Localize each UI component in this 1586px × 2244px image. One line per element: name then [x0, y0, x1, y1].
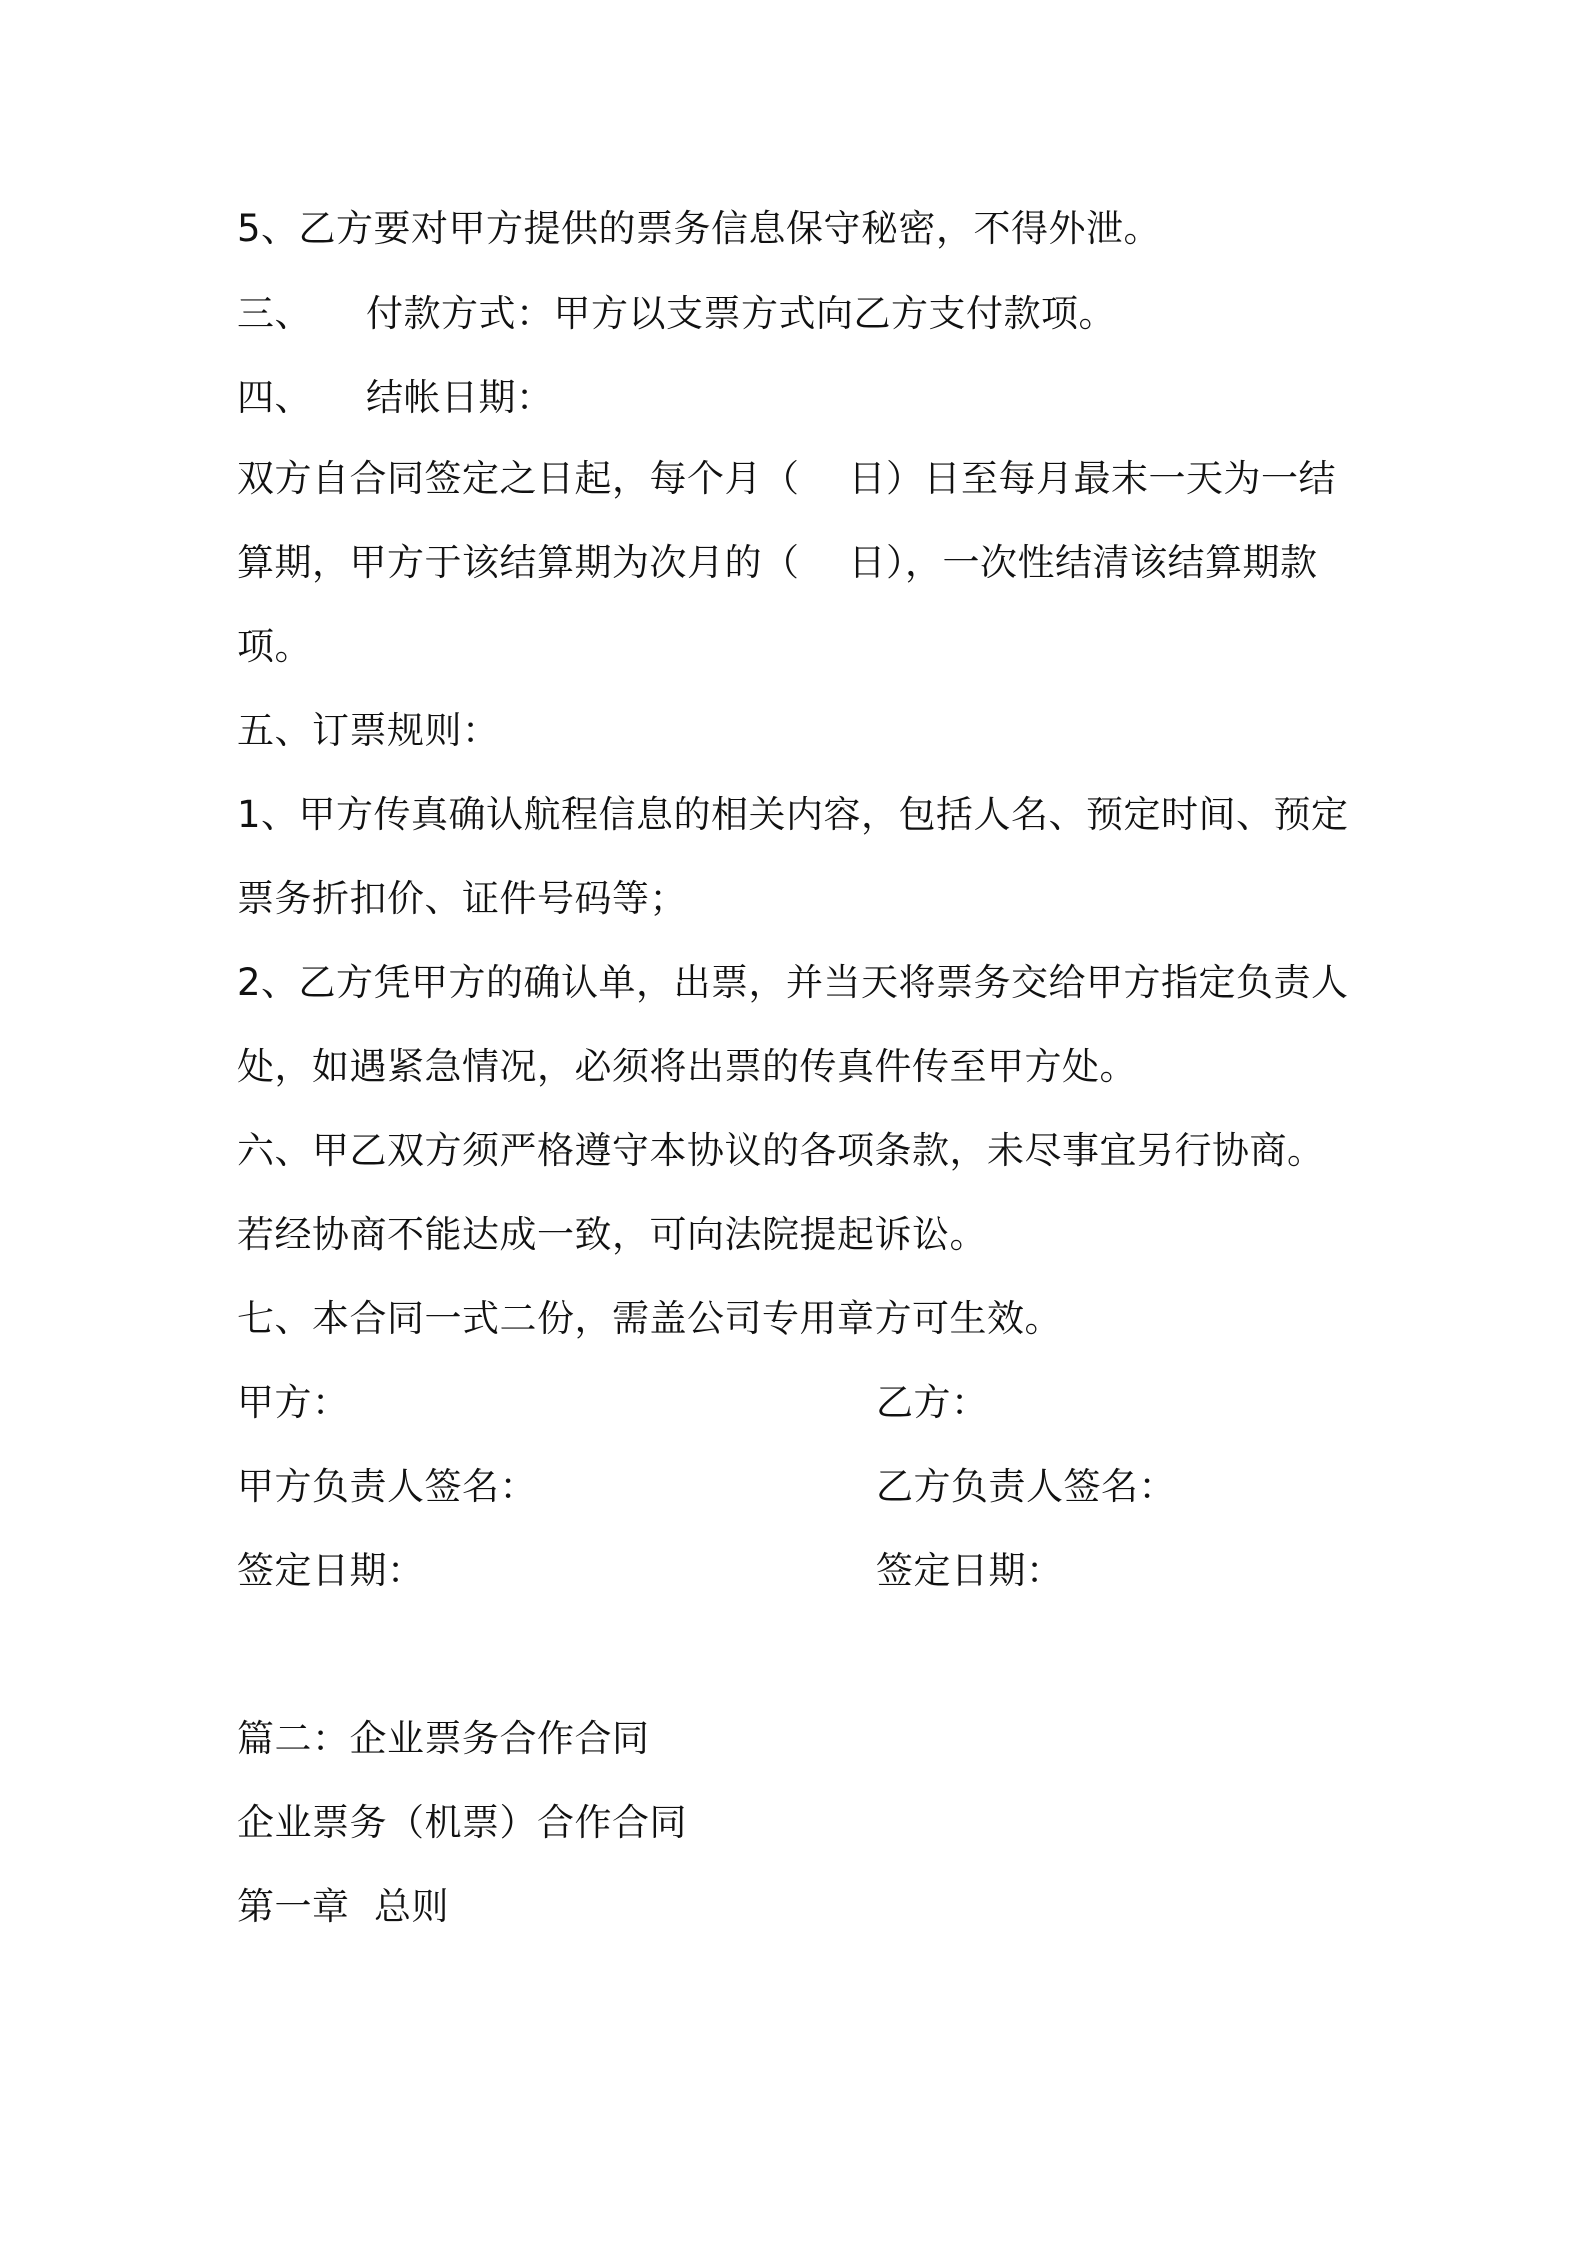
section-4-settlement	[237, 374, 554, 422]
rule-1-line-1: 1、甲方传真确认航程信息的相关内容，包括人名、预定时间、预定	[237, 793, 1349, 836]
party-a-label: 甲方：	[237, 1381, 350, 1424]
party-a-signature-label: 甲方负责人签名：	[237, 1465, 537, 1508]
section-3-text: 付款方式：甲方以支票方式向乙方支付款项。	[366, 292, 1116, 335]
party-a-date-label: 签定日期：	[237, 1549, 425, 1592]
part-2-heading: 篇二：企业票务合作合同	[237, 1717, 650, 1760]
party-b-label: 乙方：	[876, 1381, 989, 1424]
rule-2-line-1: 2、乙方凭甲方的确认单，出票，并当天将票务交给甲方指定负责人	[237, 961, 1349, 1004]
part-2-subtitle: 企业票务（机票）合作合同	[237, 1801, 687, 1844]
settlement-paragraph-line-3: 项。	[237, 625, 312, 668]
rule-1-line-2: 票务折扣价、证件号码等；	[237, 877, 687, 920]
section-4-number: 四、	[237, 376, 312, 419]
party-b-signature-label: 乙方负责人签名：	[876, 1465, 1176, 1508]
party-b-date-label: 签定日期：	[876, 1549, 1064, 1592]
section-6-line-2: 若经协商不能达成一致，可向法院提起诉讼。	[237, 1213, 987, 1256]
section-6-line-1: 六、甲乙双方须严格遵守本协议的各项条款，未尽事宜另行协商。	[237, 1129, 1325, 1172]
chapter-1-heading: 第一章 总则	[237, 1885, 450, 1928]
section-5-heading: 五、订票规则：	[237, 709, 500, 752]
section-3-number: 三、	[237, 292, 312, 335]
settlement-paragraph-line-1: 双方自合同签定之日起，每个月（ 日）日至每月最末一天为一结	[237, 457, 1337, 500]
section-4-text: 结帐日期：	[366, 376, 554, 419]
section-7: 七、本合同一式二份，需盖公司专用章方可生效。	[237, 1297, 1062, 1340]
rule-2-line-2: 处，如遇紧急情况，必须将出票的传真件传至甲方处。	[237, 1045, 1137, 1088]
settlement-paragraph-line-2: 算期，甲方于该结算期为次月的（ 日），一次性结清该结算期款	[237, 541, 1318, 584]
section-3-payment	[237, 290, 1116, 338]
clause-5-confidentiality: 5、乙方要对甲方提供的票务信息保守秘密，不得外泄。	[237, 207, 1162, 250]
